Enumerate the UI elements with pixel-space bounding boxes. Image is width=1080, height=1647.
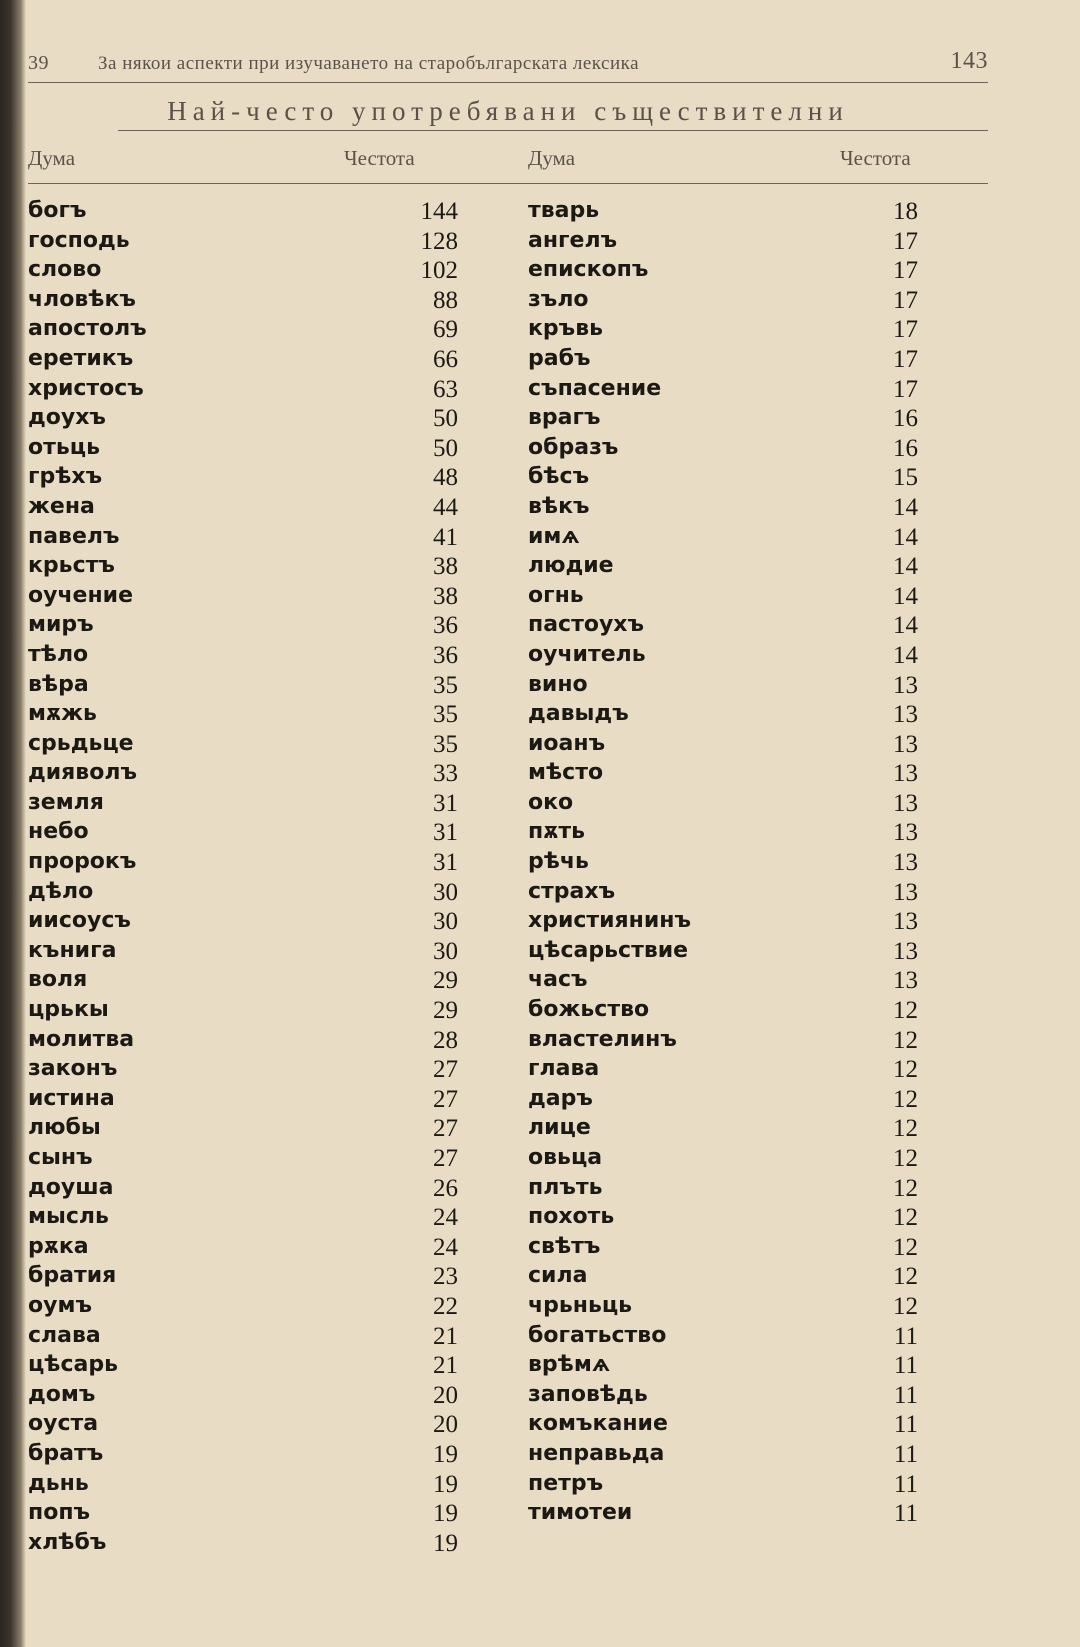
- frequency-cell: 24: [433, 1233, 458, 1261]
- table-row: [28, 464, 488, 494]
- frequency-cell: 13: [893, 760, 918, 788]
- table-row: [28, 672, 488, 702]
- frequency-cell: 11: [893, 1352, 918, 1380]
- column-header-word-left: Дума: [28, 146, 76, 170]
- word-cell: чловѣкъ: [28, 286, 136, 312]
- frequency-cell: 144: [420, 198, 458, 225]
- word-cell: законъ: [28, 1056, 118, 1082]
- frequency-cell: 21: [433, 1352, 458, 1380]
- frequency-cell: 12: [893, 1174, 918, 1202]
- frequency-cell: 12: [893, 1115, 918, 1143]
- table-row: [528, 790, 988, 820]
- table-row: [528, 672, 988, 702]
- word-cell: братия: [28, 1263, 117, 1289]
- frequency-cell: 13: [893, 849, 918, 877]
- frequency-cell: 31: [433, 819, 458, 847]
- frequency-cell: 27: [433, 1056, 458, 1084]
- table-row: [28, 1293, 488, 1323]
- word-cell: домъ: [28, 1381, 96, 1407]
- frequency-cell: 33: [433, 760, 458, 788]
- word-cell: мѣсто: [528, 760, 604, 786]
- word-cell: давыдъ: [528, 701, 629, 727]
- table-row: [28, 553, 488, 583]
- table-row: [28, 642, 488, 672]
- frequency-cell: 16: [893, 434, 918, 462]
- word-cell: цѣсарьствие: [528, 937, 689, 963]
- word-cell: вѣкъ: [528, 493, 590, 519]
- table-row: [28, 1323, 488, 1353]
- word-cell: заповѣдь: [528, 1381, 648, 1407]
- word-cell: истина: [28, 1085, 115, 1111]
- word-cell: грѣхъ: [28, 464, 103, 490]
- table-row: [528, 1323, 988, 1353]
- table-row: [528, 731, 988, 761]
- word-cell: тѣло: [28, 641, 89, 667]
- word-cell: крьстъ: [28, 553, 115, 579]
- table-row: [528, 464, 988, 494]
- table-row: [28, 612, 488, 642]
- frequency-cell: 15: [893, 464, 918, 492]
- word-cell: чрьньць: [528, 1292, 633, 1318]
- table-row: [528, 1204, 988, 1234]
- word-cell: братъ: [28, 1440, 104, 1466]
- word-cell: огнь: [528, 582, 584, 608]
- frequency-cell: 11: [893, 1411, 918, 1439]
- frequency-cell: 14: [893, 582, 918, 610]
- frequency-cell: 12: [893, 1026, 918, 1054]
- frequency-cell: 69: [433, 316, 458, 344]
- frequency-cell: 12: [893, 1085, 918, 1113]
- frequency-cell: 14: [893, 612, 918, 640]
- table-row: [28, 1530, 488, 1560]
- word-cell: людие: [528, 553, 614, 579]
- word-cell: богатьство: [528, 1322, 667, 1348]
- folio-left: 39: [28, 52, 49, 74]
- frequency-cell: 12: [893, 1145, 918, 1172]
- table-row: [528, 524, 988, 554]
- table-row: [528, 287, 988, 317]
- table-row: [28, 346, 488, 376]
- frequency-cell: 27: [433, 1145, 458, 1172]
- table-row: [528, 642, 988, 672]
- word-cell: миръ: [28, 612, 94, 638]
- frequency-cell: 22: [433, 1292, 458, 1320]
- table-row: [528, 1411, 988, 1441]
- table-title: Най-често употребявани съществителни: [167, 96, 849, 126]
- table-row: [528, 1145, 988, 1175]
- frequency-cell: 13: [893, 819, 918, 847]
- word-cell: хлѣбъ: [28, 1529, 107, 1555]
- frequency-cell: 50: [433, 405, 458, 433]
- frequency-cell: 30: [433, 908, 458, 936]
- word-cell: небо: [28, 819, 89, 845]
- word-cell: комъкание: [528, 1411, 668, 1437]
- word-cell: отьць: [28, 434, 100, 460]
- running-head: [28, 48, 988, 82]
- word-cell: сынъ: [28, 1145, 93, 1170]
- frequency-cell: 13: [893, 937, 918, 965]
- frequency-cell: 13: [893, 878, 918, 906]
- table-row: [528, 997, 988, 1027]
- word-cell: вѣра: [28, 671, 89, 697]
- table-row: [528, 228, 988, 258]
- table-row: [28, 494, 488, 524]
- table-row: [28, 731, 488, 761]
- table-row: [28, 849, 488, 879]
- frequency-cell: 12: [893, 1233, 918, 1261]
- word-cell: бѣсъ: [528, 464, 590, 490]
- frequency-cell: 31: [433, 849, 458, 877]
- table-row: [28, 316, 488, 346]
- table-row: [528, 967, 988, 997]
- table-row: [528, 1500, 988, 1530]
- word-cell: земля: [28, 789, 104, 815]
- word-cell: молитва: [28, 1026, 135, 1052]
- frequency-cell: 128: [420, 227, 458, 255]
- word-cell: рѣчь: [528, 849, 589, 875]
- column-header-frequency-left: Честота: [344, 146, 415, 170]
- word-cell: сила: [528, 1263, 588, 1289]
- table-row: [528, 1086, 988, 1116]
- table-row: [28, 1086, 488, 1116]
- frequency-cell: 31: [433, 789, 458, 817]
- table-row: [528, 1234, 988, 1264]
- frequency-cell: 19: [433, 1529, 458, 1557]
- frequency-cell: 11: [893, 1322, 918, 1350]
- frequency-cell: 30: [433, 937, 458, 965]
- frequency-cell: 18: [893, 198, 918, 225]
- word-cell: часъ: [528, 967, 588, 993]
- table-row: [528, 198, 988, 228]
- frequency-cell: 16: [893, 405, 918, 433]
- table-row: [28, 583, 488, 613]
- frequency-cell: 102: [420, 257, 458, 285]
- frequency-cell: 19: [433, 1500, 458, 1528]
- table-row: [528, 760, 988, 790]
- frequency-cell: 12: [893, 1263, 918, 1291]
- frequency-cell: 13: [893, 789, 918, 817]
- word-cell: плъть: [528, 1174, 603, 1200]
- frequency-cell: 41: [433, 523, 458, 551]
- word-cell: иоанъ: [528, 730, 606, 756]
- table-row: [28, 257, 488, 287]
- frequency-cell: 26: [433, 1174, 458, 1202]
- book-page: [28, 0, 1048, 1647]
- frequency-cell: 36: [433, 612, 458, 640]
- table-row: [28, 879, 488, 909]
- frequency-cell: 28: [433, 1026, 458, 1054]
- word-cell: вино: [528, 671, 588, 697]
- header-rule: [28, 82, 988, 83]
- word-cell: тимотеи: [528, 1500, 633, 1526]
- table-row: [28, 524, 488, 554]
- column-header-frequency-right: Честота: [840, 146, 911, 170]
- table-row: [528, 938, 988, 968]
- frequency-cell: 13: [893, 701, 918, 729]
- word-cell: богъ: [28, 198, 87, 223]
- word-cell: тварь: [528, 198, 600, 223]
- word-cell: ангелъ: [528, 227, 618, 253]
- table-row: [28, 1411, 488, 1441]
- frequency-cell: 14: [893, 523, 918, 551]
- table-row: [28, 198, 488, 228]
- frequency-cell: 11: [893, 1500, 918, 1528]
- table-row: [528, 1441, 988, 1471]
- left-word-column: [28, 198, 488, 1559]
- frequency-cell: 88: [433, 286, 458, 314]
- frequency-cell: 17: [893, 286, 918, 314]
- word-cell: дѣло: [28, 878, 94, 904]
- table-row: [528, 405, 988, 435]
- table-row: [528, 819, 988, 849]
- frequency-cell: 48: [433, 464, 458, 492]
- frequency-cell: 30: [433, 878, 458, 906]
- table-row: [28, 1352, 488, 1382]
- table-row: [28, 1441, 488, 1471]
- table-row: [528, 376, 988, 406]
- frequency-cell: 11: [893, 1440, 918, 1468]
- frequency-cell: 38: [433, 582, 458, 610]
- frequency-cell: 12: [893, 1292, 918, 1320]
- table-row: [528, 346, 988, 376]
- frequency-cell: 17: [893, 257, 918, 285]
- word-cell: рѫка: [28, 1233, 89, 1259]
- title-rule: [118, 130, 988, 131]
- running-head-title: За някои аспекти при изучаването на старобългарската лексика: [98, 53, 640, 74]
- word-cell: оучитель: [528, 641, 646, 667]
- frequency-cell: 27: [433, 1115, 458, 1143]
- table-row: [528, 701, 988, 731]
- word-cell: око: [528, 789, 574, 815]
- word-cell: страхъ: [528, 878, 616, 904]
- table-row: [28, 997, 488, 1027]
- table-row: [528, 435, 988, 465]
- table-row: [28, 1115, 488, 1145]
- frequency-cell: 19: [433, 1470, 458, 1498]
- word-cell: слава: [28, 1322, 101, 1348]
- word-cell: мысль: [28, 1204, 109, 1230]
- frequency-cell: 17: [893, 345, 918, 373]
- frequency-cell: 38: [433, 553, 458, 581]
- frequency-cell: 13: [893, 730, 918, 758]
- column-header-word-right: Дума: [528, 146, 576, 170]
- table-row: [28, 1145, 488, 1175]
- frequency-cell: 35: [433, 671, 458, 699]
- table-row: [28, 1204, 488, 1234]
- word-cell: мѫжь: [28, 701, 97, 727]
- frequency-cell: 12: [893, 1204, 918, 1232]
- word-cell: християнинъ: [528, 908, 692, 934]
- frequency-cell: 35: [433, 730, 458, 758]
- table-row: [528, 849, 988, 879]
- word-cell: дьнь: [28, 1470, 89, 1496]
- frequency-cell: 11: [893, 1470, 918, 1498]
- word-cell: еретикъ: [28, 345, 134, 371]
- frequency-cell: 14: [893, 641, 918, 669]
- word-cell: слово: [28, 257, 102, 283]
- frequency-cell: 20: [433, 1411, 458, 1439]
- table-row: [528, 1471, 988, 1501]
- word-cell: оуста: [28, 1411, 99, 1437]
- word-cell: образъ: [528, 434, 619, 460]
- right-word-column: [528, 198, 988, 1530]
- table-row: [528, 1293, 988, 1323]
- table-row: [28, 376, 488, 406]
- table-row: [528, 1027, 988, 1057]
- frequency-cell: 14: [893, 553, 918, 581]
- table-row: [28, 938, 488, 968]
- table-row: [28, 228, 488, 258]
- word-cell: цѣсарь: [28, 1352, 119, 1378]
- table-row: [28, 1263, 488, 1293]
- word-cell: любы: [28, 1115, 101, 1141]
- word-cell: съпасение: [528, 375, 662, 401]
- table-row: [528, 1175, 988, 1205]
- table-row: [528, 494, 988, 524]
- table-row: [28, 760, 488, 790]
- word-cell: попъ: [28, 1500, 91, 1526]
- word-cell: кръвь: [528, 316, 604, 342]
- table-row: [28, 435, 488, 465]
- table-row: [528, 1056, 988, 1086]
- word-cell: епископъ: [528, 257, 649, 283]
- frequency-cell: 17: [893, 227, 918, 255]
- frequency-cell: 13: [893, 908, 918, 936]
- frequency-cell: 21: [433, 1322, 458, 1350]
- frequency-cell: 12: [893, 1056, 918, 1084]
- table-row: [528, 257, 988, 287]
- frequency-cell: 19: [433, 1440, 458, 1468]
- word-cell: зъло: [528, 286, 589, 312]
- word-cell: апостолъ: [28, 316, 147, 342]
- table-row: [28, 1056, 488, 1086]
- frequency-cell: 11: [893, 1381, 918, 1409]
- word-cell: христосъ: [28, 375, 144, 401]
- frequency-cell: 29: [433, 967, 458, 995]
- word-cell: неправьда: [528, 1440, 665, 1466]
- word-cell: рабъ: [528, 345, 591, 371]
- word-cell: воля: [28, 967, 88, 993]
- word-cell: пророкъ: [28, 849, 137, 875]
- word-cell: похоть: [528, 1204, 615, 1230]
- frequency-cell: 63: [433, 375, 458, 403]
- frequency-cell: 24: [433, 1204, 458, 1232]
- frequency-cell: 36: [433, 641, 458, 669]
- word-cell: црькы: [28, 997, 109, 1023]
- table-row: [28, 908, 488, 938]
- word-cell: пѫть: [528, 819, 585, 845]
- word-cell: глава: [528, 1056, 600, 1082]
- word-cell: жена: [28, 493, 95, 519]
- table-row: [528, 1263, 988, 1293]
- word-cell: пастоухъ: [528, 612, 645, 638]
- frequency-cell: 44: [433, 493, 458, 521]
- word-cell: срьдьце: [28, 730, 134, 756]
- table-row: [28, 701, 488, 731]
- word-cell: дияволъ: [28, 760, 137, 786]
- frequency-cell: 35: [433, 701, 458, 729]
- table-row: [528, 908, 988, 938]
- word-cell: лице: [528, 1115, 591, 1141]
- word-cell: доуша: [28, 1174, 114, 1200]
- table-row: [528, 1382, 988, 1412]
- word-cell: кънига: [28, 937, 117, 963]
- word-cell: иисоусъ: [28, 908, 131, 934]
- table-row: [528, 553, 988, 583]
- table-row: [28, 1500, 488, 1530]
- frequency-cell: 50: [433, 434, 458, 462]
- word-cell: павелъ: [28, 523, 120, 549]
- table-row: [28, 1382, 488, 1412]
- table-row: [28, 1175, 488, 1205]
- frequency-cell: 17: [893, 316, 918, 344]
- table-row: [528, 1115, 988, 1145]
- frequency-cell: 29: [433, 997, 458, 1025]
- word-cell: имѧ: [528, 523, 580, 549]
- word-cell: овьца: [528, 1145, 603, 1170]
- table-row: [28, 287, 488, 317]
- word-cell: доухъ: [28, 405, 106, 431]
- frequency-cell: 14: [893, 493, 918, 521]
- frequency-cell: 20: [433, 1381, 458, 1409]
- frequency-cell: 13: [893, 967, 918, 995]
- table-row: [28, 405, 488, 435]
- word-cell: врагъ: [528, 405, 601, 431]
- frequency-cell: 27: [433, 1085, 458, 1113]
- frequency-cell: 17: [893, 375, 918, 403]
- column-header-rule: [28, 183, 988, 184]
- page-number: 143: [950, 48, 988, 74]
- frequency-cell: 12: [893, 997, 918, 1025]
- frequency-cell: 66: [433, 345, 458, 373]
- frequency-cell: 23: [433, 1263, 458, 1291]
- word-cell: оумъ: [28, 1292, 92, 1318]
- table-row: [528, 583, 988, 613]
- table-row: [528, 612, 988, 642]
- table-row: [28, 1471, 488, 1501]
- word-cell: властелинъ: [528, 1026, 677, 1052]
- word-cell: свѣтъ: [528, 1233, 601, 1259]
- table-row: [28, 819, 488, 849]
- word-cell: божьство: [528, 997, 650, 1023]
- table-row: [528, 1352, 988, 1382]
- word-cell: господь: [28, 227, 130, 253]
- table-row: [528, 879, 988, 909]
- table-row: [528, 316, 988, 346]
- table-row: [28, 967, 488, 997]
- table-row: [28, 790, 488, 820]
- word-cell: петръ: [528, 1470, 604, 1496]
- frequency-cell: 13: [893, 671, 918, 699]
- word-cell: оучение: [28, 582, 134, 608]
- word-cell: даръ: [528, 1085, 593, 1111]
- table-row: [28, 1234, 488, 1264]
- table-row: [28, 1027, 488, 1057]
- book-spine-shadow: [0, 0, 26, 1647]
- word-cell: врѣмѧ: [528, 1352, 611, 1378]
